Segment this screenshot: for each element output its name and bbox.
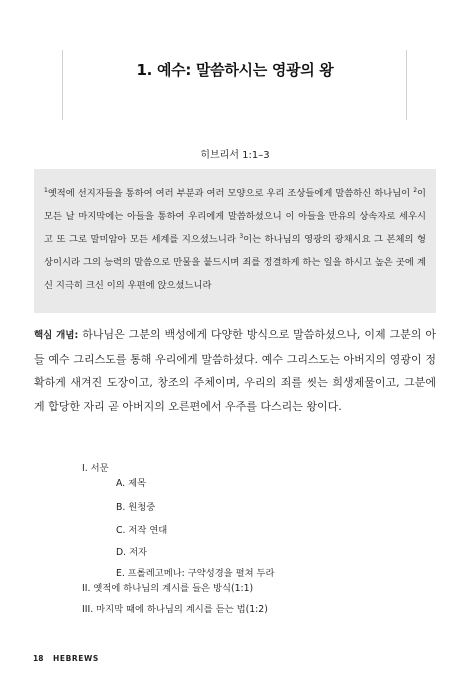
key-concept-paragraph bbox=[34, 323, 436, 418]
outline-item: E. 프롤레고메나: 구약성경을 펼쳐 두라 bbox=[116, 568, 275, 579]
outline-item: I. 서문 bbox=[82, 463, 109, 474]
outline-item: C. 저작 연대 bbox=[116, 525, 168, 536]
verse-text: 이는 하나님의 영광의 광채시요 그 본체의 형상이시라 그의 능력의 말씀으로 만물을 붙드시며 죄를 정결하게 하는 일을 하시고 높은 곳에 계신 지극히 크신 이의 우편에 앉으셨느니라 bbox=[44, 234, 426, 291]
verse-number: 1 bbox=[44, 186, 48, 194]
scripture-passage bbox=[44, 182, 426, 297]
running-head: HEBREWS bbox=[53, 654, 99, 663]
outline-item: B. 원청중 bbox=[116, 502, 156, 513]
scripture-reference: 히브리서 1:1–3 bbox=[200, 150, 270, 161]
scripture-passage-box bbox=[34, 169, 436, 313]
outline-item: II. 옛적에 하나님의 계시를 들은 방식(1:1) bbox=[82, 583, 254, 594]
chapter-title: 1. 예수: 말씀하시는 영광의 왕 bbox=[136, 61, 334, 79]
outline-item: III. 마지막 때에 하나님의 계시를 듣는 법(1:2) bbox=[82, 604, 268, 615]
key-concept-label: 핵심 개념: bbox=[34, 330, 79, 341]
verse-number: 2 bbox=[413, 186, 418, 194]
key-concept-text: 하나님은 그분의 백성에게 다양한 방식으로 말씀하셨으나, 이제 그분의 아들 예수 그리스도를 통해 우리에게 말씀하셨다. 예수 그리스도는 아버지의 영광이 정확하게 새겨진 도장이고, 창조의 주체이며, 우리의 죄를 씻는 희생제물이고, 그분에게 합당한 자리 곧 아버지의 오른편에서 우주를 다스리는 왕이다. bbox=[34, 328, 436, 413]
outline-item: A. 제목 bbox=[116, 478, 147, 489]
verse-number: 3 bbox=[239, 232, 244, 240]
verse-text: 옛적에 선지자들을 통하여 여러 부분과 여러 모양으로 우리 조상들에게 말씀하신 하나님이 bbox=[47, 188, 414, 199]
outline-item: D. 저자 bbox=[116, 547, 148, 558]
verse-text: 이 모든 날 마지막에는 아들을 통하여 우리에게 말씀하셨으니 이 아들을 만유의 상속자로 세우시고 또 그로 말미암아 모든 세계를 지으셨느니라 bbox=[44, 188, 426, 245]
page-number: 18 bbox=[33, 654, 44, 663]
